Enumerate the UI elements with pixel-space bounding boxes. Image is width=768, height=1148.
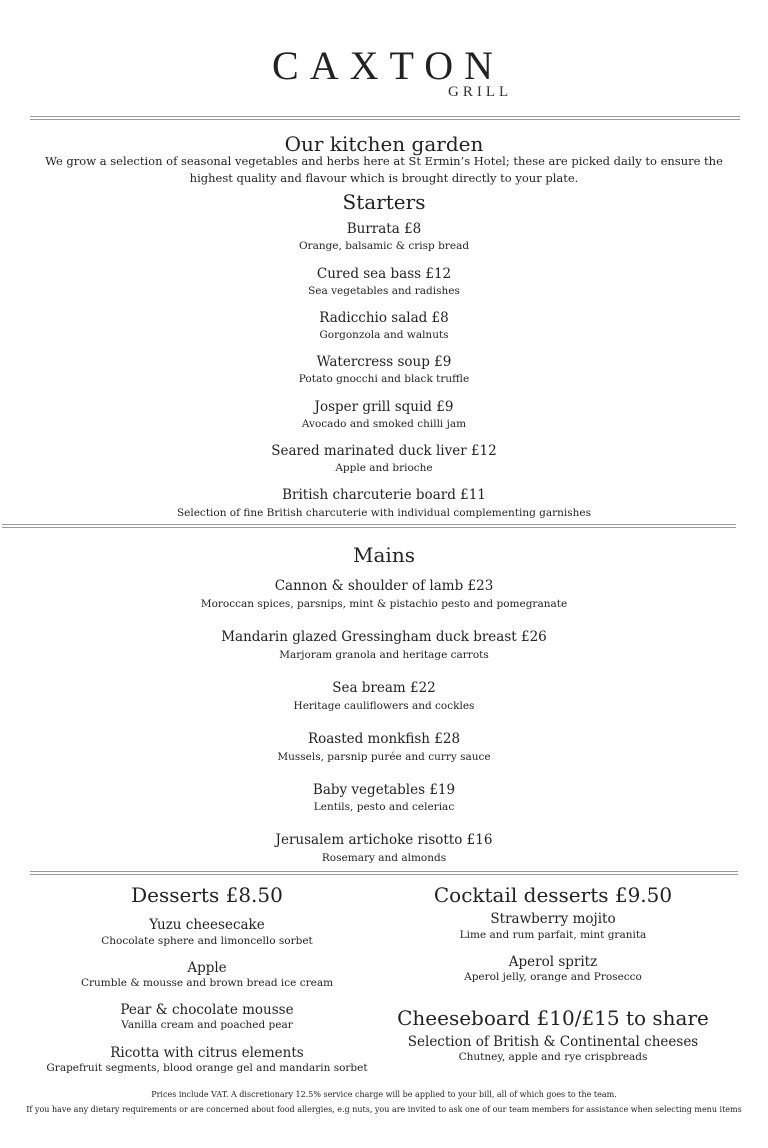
divider (2, 524, 736, 528)
main-item-name: Roasted monkfish £28 (307, 731, 461, 747)
starter-item-name: Burrata £8 (346, 221, 422, 237)
cheeseboard-name: Selection of British & Continental cheeses (407, 1034, 699, 1050)
footer-vat-note: Prices include VAT. A discretionary 12.5% service charge will be applied to your bill, all of which goes to the team. (151, 1090, 617, 1099)
garden-text-line2: highest quality and flavour which is brought directly to your plate. (189, 171, 579, 185)
desserts-title: Desserts £8.50 (131, 883, 283, 907)
cocktail-item-name: Aperol spritz (508, 954, 598, 970)
brand-logo (0, 44, 768, 88)
main-item-name: Mandarin glazed Gressingham duck breast £26 (221, 629, 547, 645)
cheeseboard-desc: Chutney, apple and rye crispbreads (458, 1051, 648, 1063)
dessert-item-name: Apple (187, 960, 227, 976)
divider (30, 116, 740, 120)
main-item-desc: Rosemary and almonds (321, 852, 447, 864)
main-item-desc: Moroccan spices, parsnips, mint & pistachio pesto and pomegranate (200, 598, 568, 610)
brand-name: CAXTON (272, 43, 504, 88)
main-item-desc: Marjoram granola and heritage carrots (279, 649, 489, 661)
starter-item-desc: Selection of fine British charcuterie with individual complementing garnishes (176, 507, 592, 519)
starter-item-name: British charcuterie board £11 (282, 487, 486, 503)
starter-item-desc: Apple and brioche (335, 462, 433, 474)
dessert-item-name: Ricotta with citrus elements (110, 1045, 304, 1061)
starter-item-name: Seared marinated duck liver £12 (271, 443, 497, 459)
garden-title: Our kitchen garden (284, 132, 484, 156)
starter-item-name: Cured sea bass £12 (316, 266, 452, 282)
starter-item-desc: Sea vegetables and radishes (308, 285, 460, 297)
cocktail-desserts-title: Cocktail desserts £9.50 (433, 883, 673, 907)
dessert-item-name: Pear & chocolate mousse (120, 1002, 294, 1018)
cocktail-item-desc: Aperol jelly, orange and Prosecco (464, 971, 642, 983)
garden-text-line1: We grow a selection of seasonal vegetables and herbs here at St Ermin’s Hotel; these are picked daily to ensure the (45, 154, 723, 168)
starters-title: Starters (342, 190, 426, 214)
dessert-item-desc: Grapefruit segments, blood orange gel and mandarin sorbet (46, 1062, 368, 1074)
starter-item-name: Radicchio salad £8 (319, 310, 449, 326)
main-item-desc: Lentils, pesto and celeriac (313, 801, 455, 813)
cocktail-item-desc: Lime and rum parfait, mint granita (459, 929, 647, 941)
main-item-desc: Mussels, parsnip purée and curry sauce (277, 751, 491, 763)
starter-item-desc: Avocado and smoked chilli jam (301, 418, 467, 430)
mains-title: Mains (353, 543, 415, 567)
main-item-name: Baby vegetables £19 (312, 782, 456, 798)
main-item-name: Cannon & shoulder of lamb £23 (274, 578, 494, 594)
starter-item-name: Josper grill squid £9 (314, 399, 454, 415)
dessert-item-desc: Vanilla cream and poached pear (121, 1019, 293, 1031)
main-item-name: Jerusalem artichoke risotto £16 (275, 832, 493, 848)
main-item-name: Sea bream £22 (332, 680, 436, 696)
brand-sub: GRILL (448, 84, 513, 100)
starter-item-desc: Potato gnocchi and black truffle (298, 373, 470, 385)
starter-item-name: Watercress soup £9 (316, 354, 452, 370)
dessert-item-desc: Crumble & mousse and brown bread ice cream (80, 977, 334, 989)
dessert-item-name: Yuzu cheesecake (149, 917, 265, 933)
starter-item-desc: Orange, balsamic & crisp bread (298, 240, 470, 252)
footer-allergy-note: If you have any dietary requirements or are concerned about food allergies, e.g nuts, you are invited to ask one of our team members for assistance when selecting menu items (26, 1105, 742, 1114)
divider (30, 871, 738, 875)
cocktail-item-name: Strawberry mojito (490, 911, 616, 927)
main-item-desc: Heritage cauliflowers and cockles (293, 700, 475, 712)
starter-item-desc: Gorgonzola and walnuts (319, 329, 449, 341)
dessert-item-desc: Chocolate sphere and limoncello sorbet (101, 935, 313, 947)
cheeseboard-title: Cheeseboard £10/£15 to share (397, 1006, 709, 1030)
